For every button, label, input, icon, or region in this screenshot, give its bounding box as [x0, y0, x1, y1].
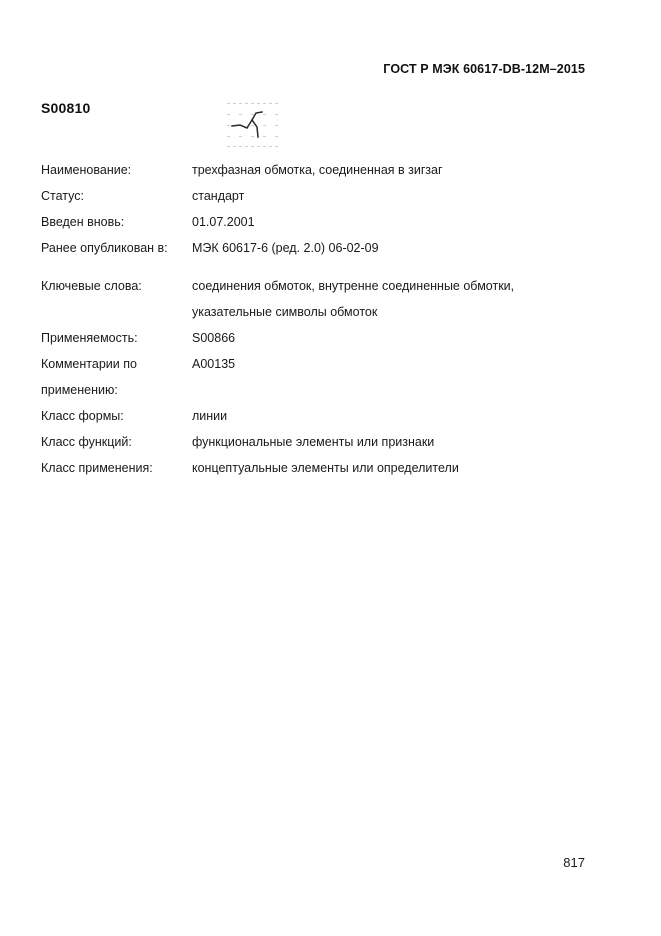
- attribute-row-function-class: [41, 429, 601, 455]
- attribute-value: линии: [192, 409, 228, 423]
- attribute-value: A00135: [192, 357, 236, 371]
- attribute-row-applicability: [41, 325, 601, 351]
- attribute-label: Введен вновь:: [41, 215, 125, 229]
- attribute-value: 01.07.2001: [192, 215, 255, 229]
- attribute-row-previously-published: [41, 235, 601, 261]
- attribute-value: МЭК 60617-6 (ред. 2.0) 06-02-09: [192, 241, 379, 255]
- attribute-label: Статус:: [41, 189, 84, 203]
- attribute-value: [192, 273, 601, 325]
- attribute-value: функциональные элементы или признаки: [192, 435, 435, 449]
- attribute-value: трехфазная обмотка, соединенная в зигзаг: [192, 163, 443, 177]
- attribute-value: стандарт: [192, 189, 245, 203]
- attribute-label: Наименование:: [41, 163, 132, 177]
- document-header-standard-reference: ГОСТ Р МЭК 60617-DB-12M–2015: [383, 62, 585, 76]
- attribute-label: Применяемость:: [41, 331, 138, 345]
- attribute-label: Ключевые слова:: [41, 279, 142, 293]
- attribute-label: Класс формы:: [41, 409, 124, 423]
- attribute-label: Класс функций:: [41, 435, 132, 449]
- three-phase-zigzag-winding-symbol: [226, 101, 280, 149]
- attribute-label: [41, 351, 192, 403]
- attribute-row-application-comments: [41, 351, 601, 403]
- attribute-value-line-2: указательные символы обмоток: [192, 305, 378, 319]
- entry-code-title: S00810: [41, 100, 91, 116]
- attribute-value: S00866: [192, 331, 236, 345]
- attribute-row-application-class: [41, 455, 601, 481]
- attribute-row-name: [41, 157, 601, 183]
- attribute-row-introduced: [41, 209, 601, 235]
- attribute-label: Класс применения:: [41, 461, 153, 475]
- attribute-row-keywords: [41, 273, 601, 325]
- attribute-row-status: [41, 183, 601, 209]
- page-number: 817: [563, 855, 585, 870]
- attribute-table: [41, 157, 601, 481]
- attribute-value-line-1: соединения обмоток, внутренне соединенные обмотки,: [192, 279, 515, 293]
- attribute-value: концептуальные элементы или определители: [192, 461, 459, 475]
- attribute-row-shape-class: [41, 403, 601, 429]
- attribute-label-line-2: применению:: [41, 383, 118, 397]
- attribute-label: Ранее опубликован в:: [41, 241, 168, 255]
- attribute-label-line-1: Комментарии по: [41, 357, 137, 371]
